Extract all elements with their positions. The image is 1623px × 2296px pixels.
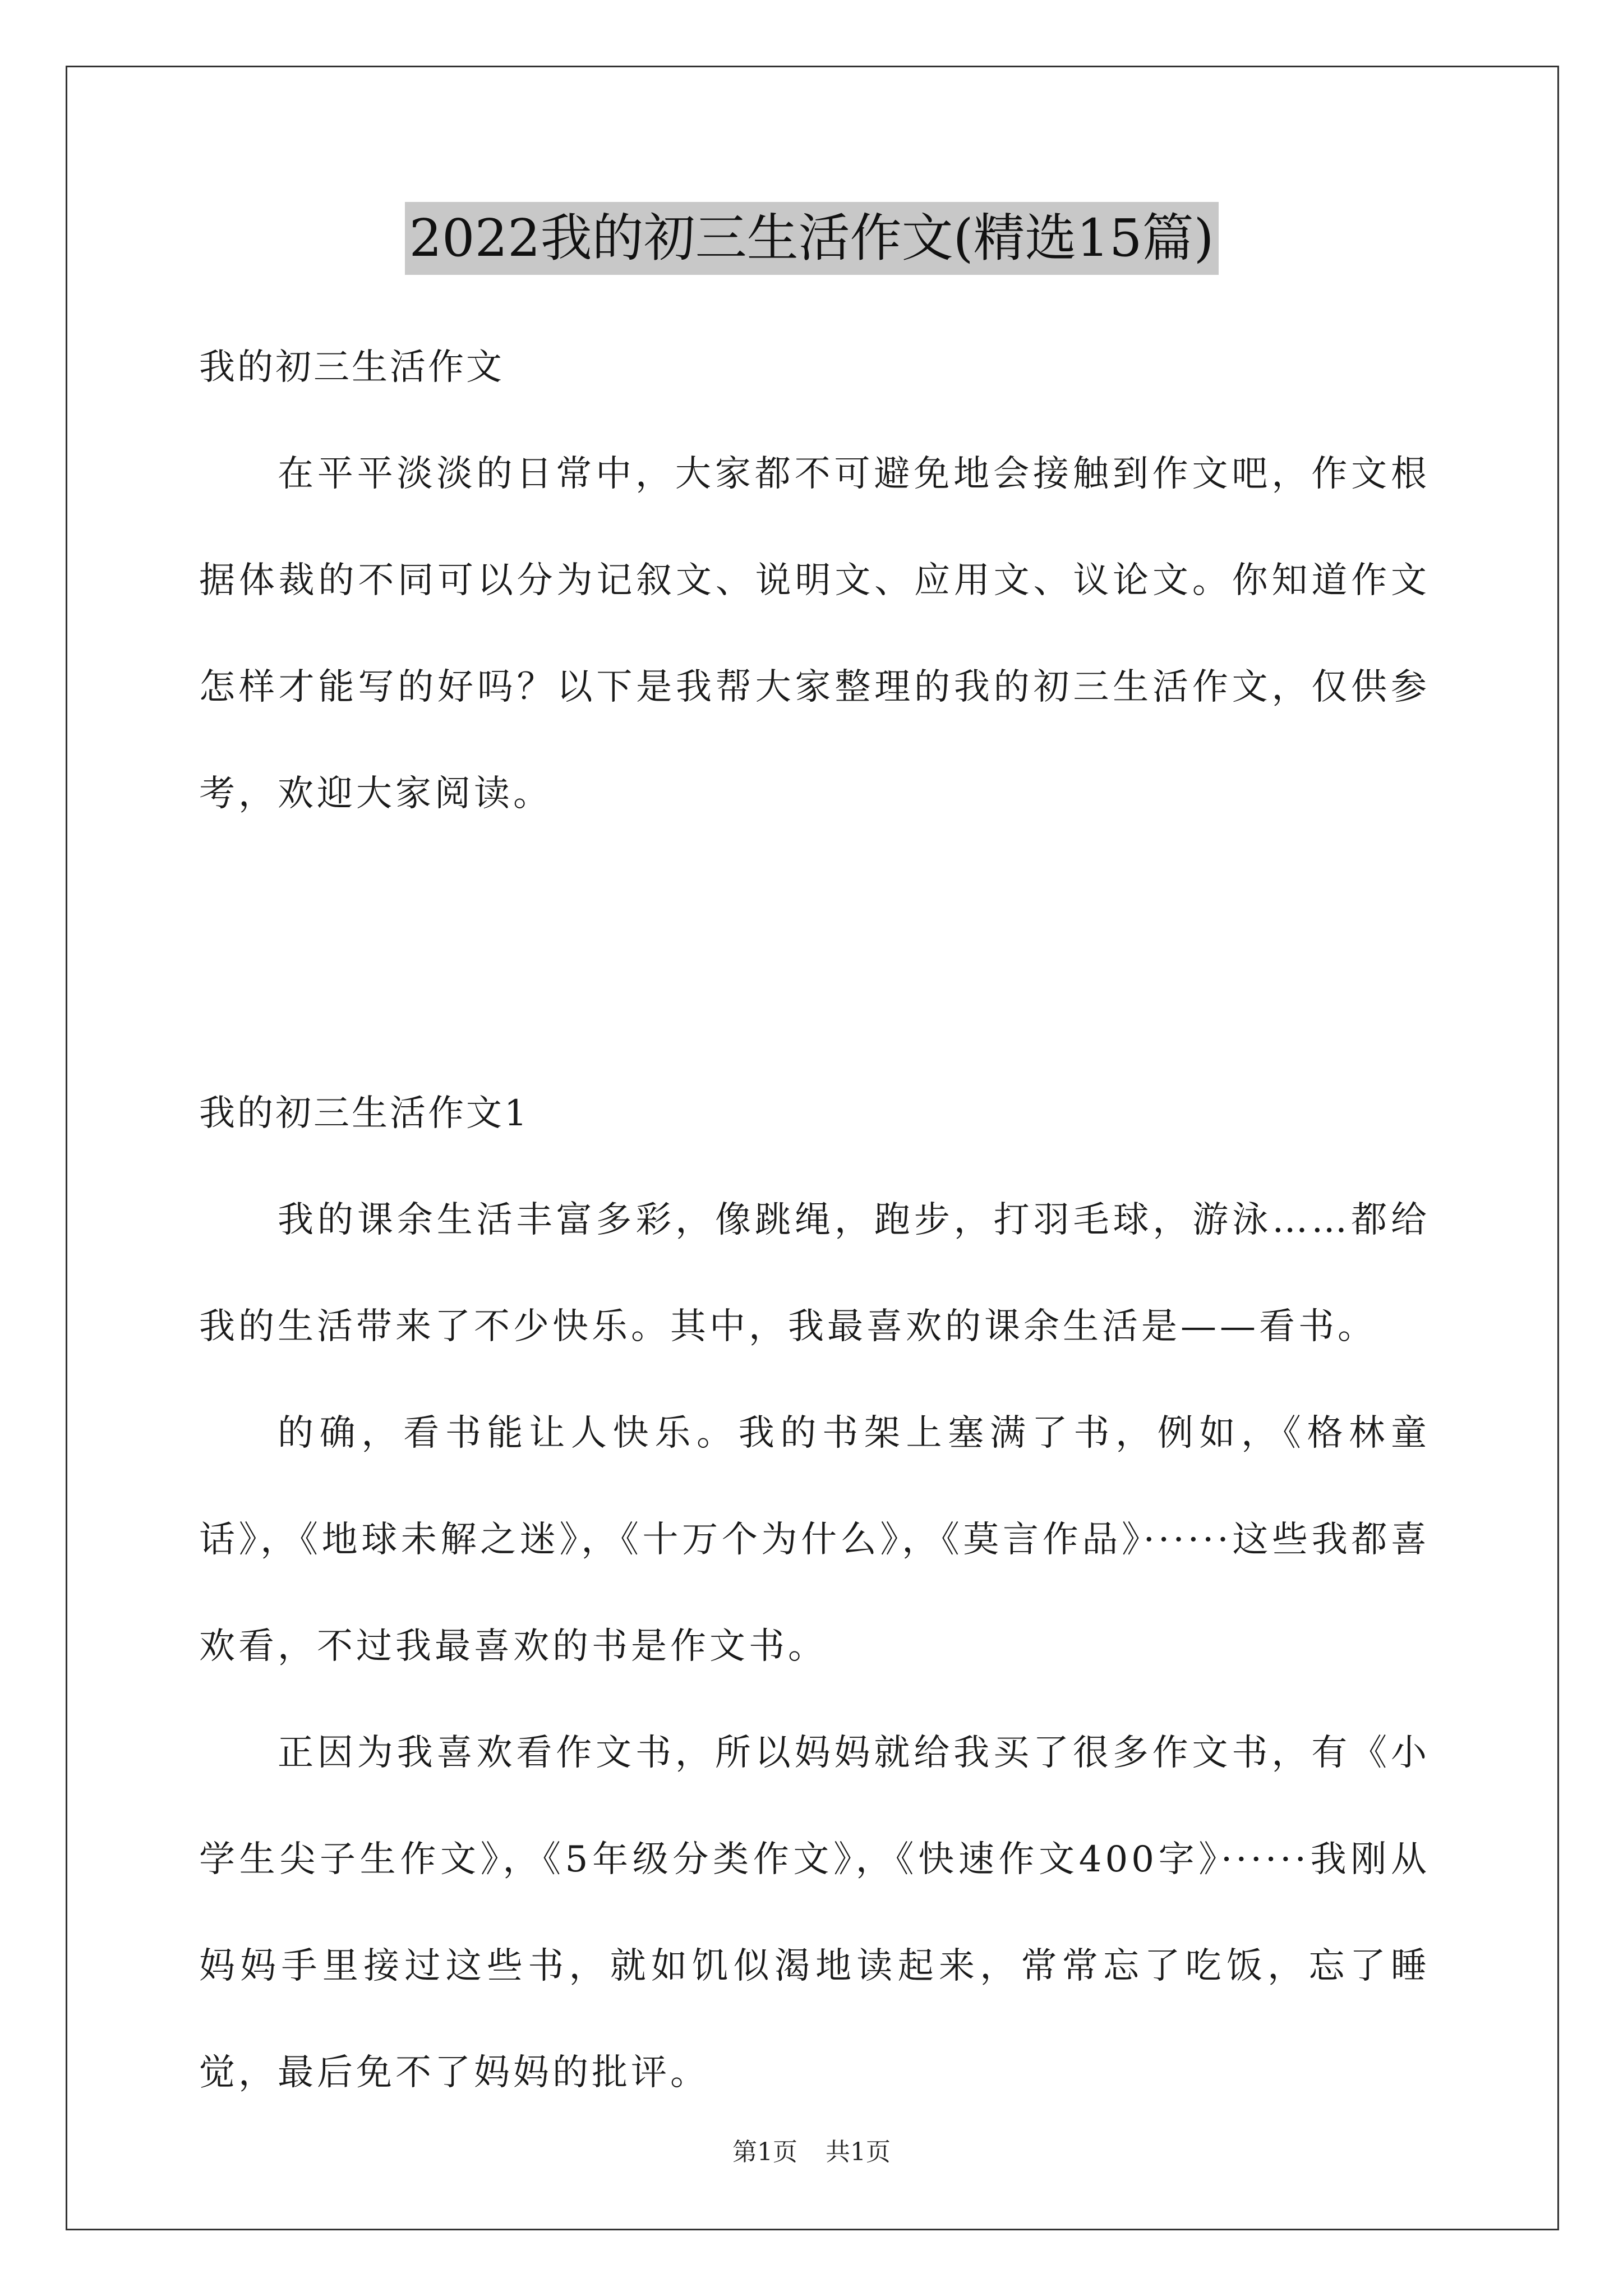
section-1-heading: 我的初三生活作文1 [199, 1093, 529, 1134]
document-title: 2022我的初三生活作文(精选15篇) [405, 202, 1219, 275]
section-1-paragraph: 的确，看书能让人快乐。我的书架上塞满了书，例如，《格林童话》，《地球未解之迷》，《十万个为什么》，《莫言作品》······这些我都喜欢看，不过我最喜欢的书是作文书。 [199, 1412, 1430, 1667]
section-gap [199, 847, 1430, 1060]
section-1-paragraph: 正因为我喜欢看作文书，所以妈妈就给我买了很多作文书，有《小学生尖子生作文》，《5年级分类作文》，《快速作文400字》······我刚从妈妈手里接过这些书，就如饥似渴地读起来，常常忘了吃饭，忘了睡觉，最后免不了妈妈的批评。 [199, 1732, 1430, 2093]
title-container [0, 202, 1623, 275]
page-footer [0, 2132, 1623, 2168]
page-total: 共1页 [826, 2138, 891, 2166]
intro-paragraph: 在平平淡淡的日常中，大家都不可避免地会接触到作文吧，作文根据体裁的不同可以分为记叙文、说明文、应用文、议论文。你知道作文怎样才能写的好吗？以下是我帮大家整理的我的初三生活作文，仅供参考，欢迎大家阅读。 [199, 453, 1430, 815]
document-body [199, 314, 1430, 2126]
section-1-paragraph: 我的课余生活丰富多彩，像跳绳，跑步，打羽毛球，游泳……都给我的生活带来了不少快乐。其中，我最喜欢的课余生活是——看书。 [199, 1199, 1430, 1347]
intro-heading: 我的初三生活作文 [199, 347, 504, 388]
page-number: 第1页 [732, 2138, 797, 2166]
